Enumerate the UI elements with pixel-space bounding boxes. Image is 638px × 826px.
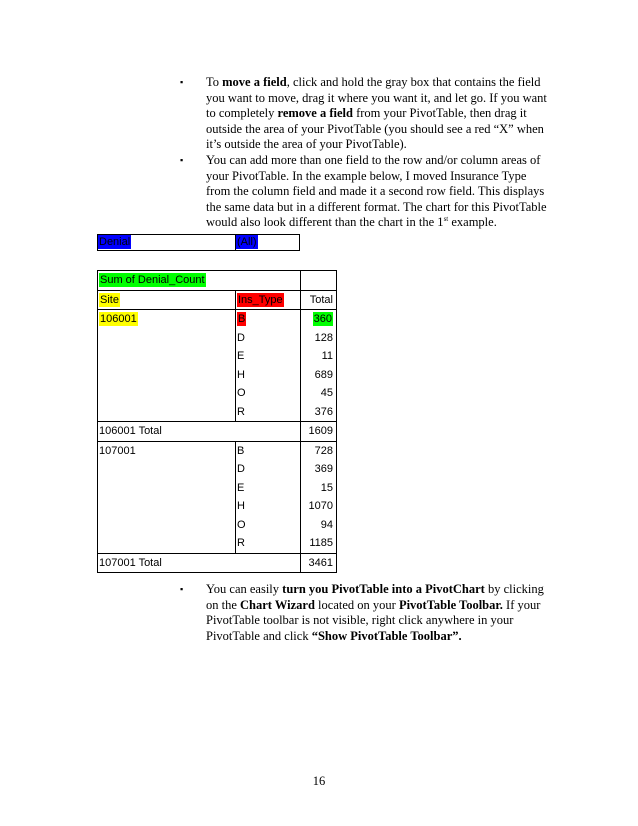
bold-text: turn you PivotTable into a PivotChart	[282, 582, 485, 596]
text-run: from your PivotTable, then drag it outside the area of your PivotTable (you should see a red “X” when it’s outside the area of your PivotTable).	[206, 106, 544, 152]
ins-type-value: R	[237, 537, 245, 550]
ins-type-value: B	[237, 444, 245, 457]
page-field-value-cell[interactable]	[235, 234, 300, 251]
ins-type-field-cell[interactable]	[236, 290, 301, 310]
total-cell	[301, 534, 337, 553]
ins-type-value: D	[237, 463, 245, 476]
total-value: 1070	[308, 500, 333, 513]
table-row	[98, 347, 337, 366]
subtotal-label: 106001 Total	[98, 422, 301, 442]
subtotal-label: 107001 Total	[98, 553, 301, 573]
bullet-list-bottom	[180, 582, 550, 644]
ins-type-value: O	[237, 387, 246, 400]
table-row	[98, 329, 337, 348]
total-cell	[301, 516, 337, 535]
total-value: 689	[314, 368, 333, 381]
total-value: 45	[320, 387, 333, 400]
ins-type-value: O	[237, 518, 246, 531]
total-value: 728	[314, 444, 333, 457]
ins-type-cell	[236, 384, 301, 403]
total-cell	[301, 479, 337, 498]
site-cell	[98, 310, 236, 329]
text-run: You can easily	[206, 582, 283, 596]
total-cell	[301, 347, 337, 366]
bold-text: PivotTable Toolbar.	[398, 597, 503, 612]
bullet-item	[180, 75, 550, 153]
bullet-marker: ▪	[180, 154, 184, 165]
text-run: by clicking on the	[206, 582, 544, 612]
table-row	[98, 460, 337, 479]
text-run: example.	[448, 215, 497, 230]
total-value: 15	[320, 481, 333, 494]
site-value: 106001	[100, 313, 137, 326]
bullet-item	[180, 582, 550, 644]
text-run: To	[206, 75, 223, 89]
subtotal-row	[98, 422, 337, 442]
header-row	[98, 290, 337, 310]
bold-text: remove a field	[277, 106, 353, 121]
ins-type-cell	[236, 460, 301, 479]
total-cell	[301, 366, 337, 385]
total-cell	[301, 310, 337, 329]
ins-type-field-label: Ins_Type	[238, 293, 283, 306]
bullet-marker: ▪	[180, 584, 184, 594]
site-cell	[98, 403, 236, 422]
site-cell	[98, 441, 236, 460]
ins-type-cell	[236, 329, 301, 348]
site-field-label: Site	[100, 293, 119, 306]
total-cell	[301, 460, 337, 479]
data-field-row	[98, 271, 337, 291]
ins-type-cell	[236, 403, 301, 422]
total-cell	[301, 441, 337, 460]
bold-text: “Show PivotTable Toolbar”.	[311, 628, 462, 643]
ins-type-value: H	[237, 500, 245, 513]
text-run: , click and hold the gray box that contains the field you want to move, drag it where you want it, and let go. If you want to completely	[206, 75, 547, 121]
ins-type-cell	[236, 516, 301, 535]
total-cell	[301, 384, 337, 403]
empty-cell	[301, 271, 337, 291]
site-cell	[98, 329, 236, 348]
ins-type-value: D	[237, 331, 245, 344]
data-field-label: Sum of Denial_Count	[100, 274, 205, 287]
subtotal-value: 3461	[301, 553, 337, 573]
table-row	[98, 534, 337, 553]
site-value: 107001	[99, 444, 136, 457]
site-cell	[98, 347, 236, 366]
text-run: If your PivotTable toolbar is not visible, right click anywhere in your PivotTable and click	[206, 597, 541, 643]
total-value: 94	[320, 518, 333, 531]
site-cell	[98, 479, 236, 498]
subtotal-row	[98, 553, 337, 573]
site-cell	[98, 534, 236, 553]
ins-type-cell	[236, 534, 301, 553]
empty-cell	[236, 271, 301, 291]
subtotal-value: 1609	[301, 422, 337, 442]
table-row	[98, 497, 337, 516]
bullet-marker: ▪	[180, 77, 184, 87]
ins-type-value: E	[237, 481, 245, 494]
total-header: Total	[301, 290, 337, 310]
total-cell	[301, 329, 337, 348]
bullet-item	[180, 153, 550, 231]
total-value: 128	[314, 331, 333, 344]
table-row	[98, 516, 337, 535]
site-cell	[98, 497, 236, 516]
data-field-cell[interactable]	[98, 271, 236, 291]
table-row	[98, 403, 337, 422]
table-row	[98, 310, 337, 329]
total-value: 369	[314, 463, 333, 476]
table-row	[98, 479, 337, 498]
page-field-name-cell[interactable]	[97, 234, 236, 251]
site-cell	[98, 460, 236, 479]
pivot-table	[97, 270, 336, 573]
ins-type-cell	[236, 479, 301, 498]
site-cell	[98, 516, 236, 535]
bullet-list-top	[180, 75, 550, 231]
total-value: 11	[321, 350, 333, 363]
ins-type-cell	[236, 441, 301, 460]
bold-text: Chart Wizard	[240, 597, 315, 612]
ins-type-value: H	[237, 368, 245, 381]
page-number: 16	[312, 774, 326, 788]
ins-type-value: R	[237, 405, 245, 418]
site-field-cell[interactable]	[98, 290, 236, 310]
ins-type-cell	[236, 347, 301, 366]
ins-type-cell	[236, 497, 301, 516]
table-row	[98, 384, 337, 403]
ins-type-cell	[236, 310, 301, 329]
bold-text: move a field	[222, 75, 287, 89]
table-row	[98, 441, 337, 460]
total-value: 360	[313, 313, 332, 326]
site-cell	[98, 384, 236, 403]
ins-type-value: E	[237, 350, 245, 363]
total-cell	[301, 403, 337, 422]
page-field-label: Denial	[99, 236, 131, 248]
total-value: 1185	[309, 537, 333, 550]
site-cell	[98, 366, 236, 385]
ins-type-value: B	[238, 313, 246, 326]
page-field-value: (All)	[237, 236, 257, 248]
text-run: You can add more than one field to the row and/or column areas of your PivotTable. In the example below, I moved Insurance Type from the column field and made it a second row field. This displays the same data but in a different format. The chart for this PivotTable would also look different than the chart in the 1	[206, 152, 547, 230]
table-row	[98, 366, 337, 385]
total-value: 376	[314, 405, 333, 418]
text-run: st	[443, 215, 449, 224]
ins-type-cell	[236, 366, 301, 385]
total-cell	[301, 497, 337, 516]
text-run: located on your	[314, 597, 399, 612]
